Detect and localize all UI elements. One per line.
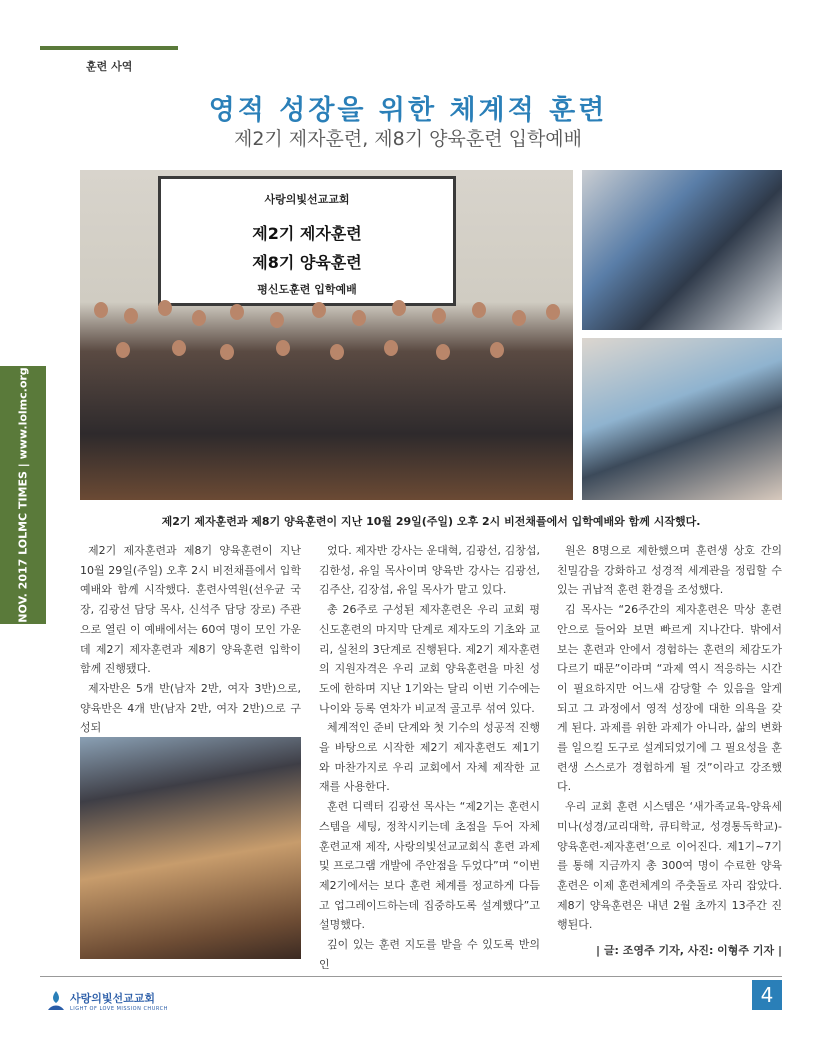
paragraph: 깊이 있는 훈련 지도를 받을 수 있도록 반의 인 — [319, 938, 540, 971]
paragraph: 었다. 제자반 강사는 운대혁, 김광선, 김창섭, 김한성, 유일 목사이며 양육반 강사는 김광선, 김주산, 김장섭, 유일 목사가 맡고 있다. — [319, 544, 540, 597]
photo-women-reading — [582, 338, 782, 500]
photo-crowd — [80, 300, 573, 500]
paragraph: 훈련 디렉터 김광선 목사는 “제2기는 훈련시스템을 세팅, 정착시키는데 초점을 두어 자체 훈련교재 제작, 사랑의빛선교교회식 훈련 과제 및 프로그램 개발에 주안점을 두었다”며 “이번 제2기에서는 보다 훈련 체계를 정교하게 다듬고 업그레이드하는데 집중하도록 설계했다”고 설명했다. — [319, 800, 540, 932]
header-rule — [40, 46, 178, 50]
article-credit: | 글: 조영주 기자, 사진: 이형주 기자 | — [596, 944, 782, 958]
sign-disciple-training: 제2기 제자훈련 — [252, 224, 362, 243]
church-logo — [46, 988, 196, 1018]
sign-nurture-training: 제8기 양육훈련 — [252, 253, 362, 272]
page-title: 영적 성장을 위한 체계적 훈련 — [208, 95, 608, 126]
paragraph: 제자반은 5개 반(남자 2반, 여자 3반)으로, 양육반은 4개 반(남자 2반, 여자 2반)으로 구성되 — [80, 681, 301, 735]
photo-banner-sign — [158, 176, 456, 306]
article-column-3 — [557, 541, 782, 961]
page-subtitle: 제2기 제자훈련, 제8기 양육훈련 입학예배 — [233, 128, 583, 150]
sign-church-name: 사랑의빛선교교회 — [264, 193, 350, 206]
photo-men-pledge — [582, 170, 782, 330]
sign-ceremony: 평신도훈련 입학예배 — [257, 283, 357, 296]
paragraph: 제2기 제자훈련과 제8기 양육훈련이 지난 10월 29일(주일) 오후 2시 비전채플에서 입학예배와 함께 시작했다. 훈련사역원(선우균 국장, 김광선 담당 목사, 신석주 담당 장로) 주관으로 열린 이 예배에서는 60여 명이 모인 가운데 제2기 제자훈련과 제8기 양육훈련 입학이 함께 진행됐다. — [80, 544, 301, 676]
paragraph: 원은 8명으로 제한했으며 훈련생 상호 간의 친밀감을 강화하고 성경적 세계관을 정립할 수 있는 귀납적 훈련 환경을 조성했다. — [557, 544, 782, 597]
article-column-1 — [80, 541, 301, 738]
paragraph: 우리 교회 훈련 시스템은 ‘새가족교육-양육세미나(성경/교리대학, 큐티학교, 성경통독학교)-양육훈련-제자훈련’으로 이어진다. 제1기~7기를 통해 지금까지 총 300여 명이 수료한 양육훈련은 이제 훈련체계의 주춧돌로 자리 잡았다. 제8기 양육훈련은 내년 2월 초까지 13주간 진행된다. — [557, 800, 782, 932]
paragraph: 김 목사는 “26주간의 제자훈련은 막상 훈련 안으로 들어와 보면 빠르게 지나간다. 밖에서 보는 훈련과 안에서 경험하는 훈련의 체감도가 다르기 때문”이라며 “과제 역시 적응하는 시간이 필요하지만 어느새 감당할 수 있음을 알게 되고 그 과정에서 영적 성장에 대한 의욕을 갖게 된다. 과제를 위한 과제가 아니라, 삶의 변화를 일으킬 도구로 설계되었기에 그 필요성을 훈련생 스스로가 경험하게 될 것”이라고 강조했다. — [557, 603, 782, 794]
paragraph: 체계적인 준비 단계와 첫 기수의 성공적 진행을 바탕으로 시작한 제2기 제자훈련도 제1기와 마찬가지로 우리 교회에서 자체 제작한 교재를 사용한다. — [319, 721, 540, 794]
side-tab — [0, 366, 46, 624]
photo-woman-praying — [80, 737, 301, 959]
page-number: 4 — [752, 980, 782, 1010]
church-logo-icon — [46, 990, 66, 1012]
article-column-2 — [319, 541, 540, 974]
footer-rule — [40, 976, 782, 977]
paragraph: 총 26주로 구성된 제자훈련은 우리 교회 평신도훈련의 마지막 단계로 제자도의 기초와 교리, 실천의 3단계로 진행된다. 제2기 제자훈련의 지원자격은 우리 교회 양육훈련을 마친 성도에 한하며 지난 1기와는 달리 이번 기수에는 나이와 등록 연차가 비교적 골고루 섞여 있다. — [319, 603, 540, 715]
section-label: 훈련 사역 — [86, 60, 133, 73]
logo-english: LIGHT OF LOVE MISSION CHURCH — [70, 1006, 168, 1012]
logo-name: 사랑의빛선교교회 — [70, 992, 156, 1005]
photo-group-ceremony — [80, 170, 573, 500]
side-tab-text: NOV. 2017 LOLMC TIMES | www.lolmc.org — [16, 367, 30, 623]
photo-caption: 제2기 제자훈련과 제8기 양육훈련이 지난 10월 29일(주일) 오후 2시 비전채플에서 입학예배와 함께 시작했다. — [161, 515, 701, 528]
